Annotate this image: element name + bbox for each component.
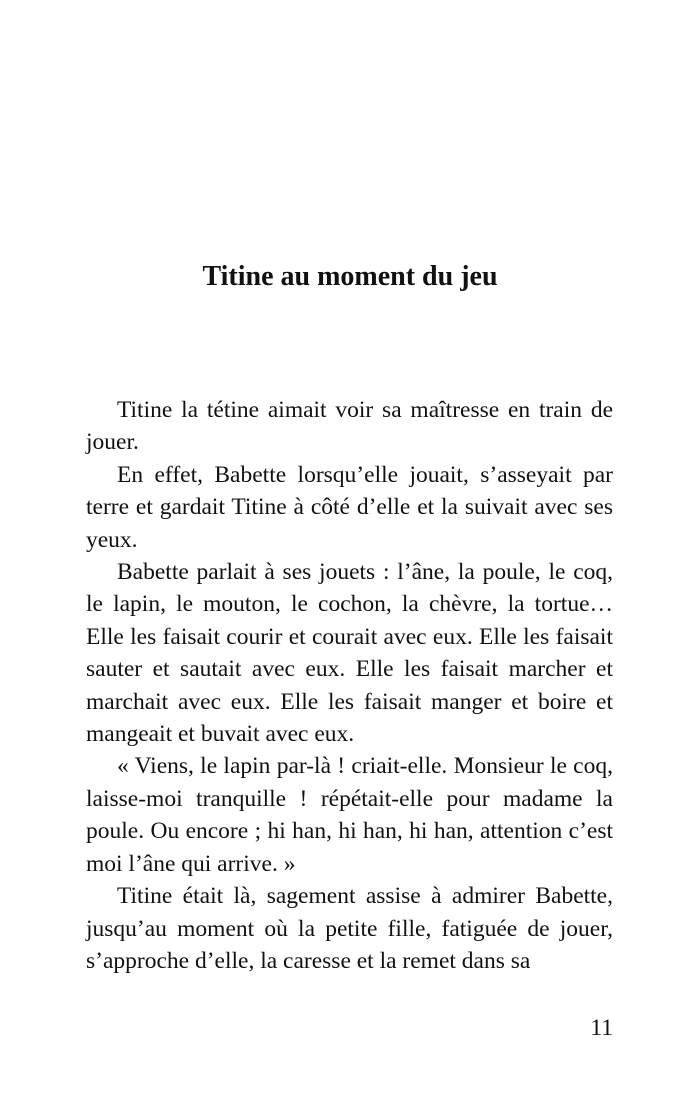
chapter-title: Titine au moment du jeu — [202, 261, 498, 292]
paragraph-1: Titine la tétine aimait voir sa maîtresse en train de jouer. — [86, 397, 613, 456]
paragraph-3: Babette parlait à ses jouets : l’âne, la poule, le coq, le lapin, le mouton, le cochon, la chèvre, la tortue… Elle les faisait courir et courait avec eux. Elle les faisait sauter et sautait avec eux. Elle les faisait marcher et marchait avec eux. Elle les faisait manger et boire et mangeait et buvait avec eux. — [86, 559, 613, 748]
chapter-body — [86, 394, 613, 977]
paragraph-4: « Viens, le lapin par-là ! criait-elle. Monsieur le coq, laisse-moi tranquille ! répétait-elle pour madame la poule. Ou encore ; hi han, hi han, hi han, attention c’est moi l’âne qui arrive. » — [86, 753, 613, 877]
paragraph-2: En effet, Babette lorsqu’elle jouait, s’asseyait par terre et gardait Titine à côté d’elle et la suivait avec ses yeux. — [86, 461, 613, 553]
page-number: 11 — [590, 1015, 613, 1041]
paragraph-5: Titine était là, sagement assise à admirer Babette, jusqu’au moment où la petite fille, fatiguée de jouer, s’approche d’elle, la caresse et la remet dans sa — [86, 883, 613, 974]
